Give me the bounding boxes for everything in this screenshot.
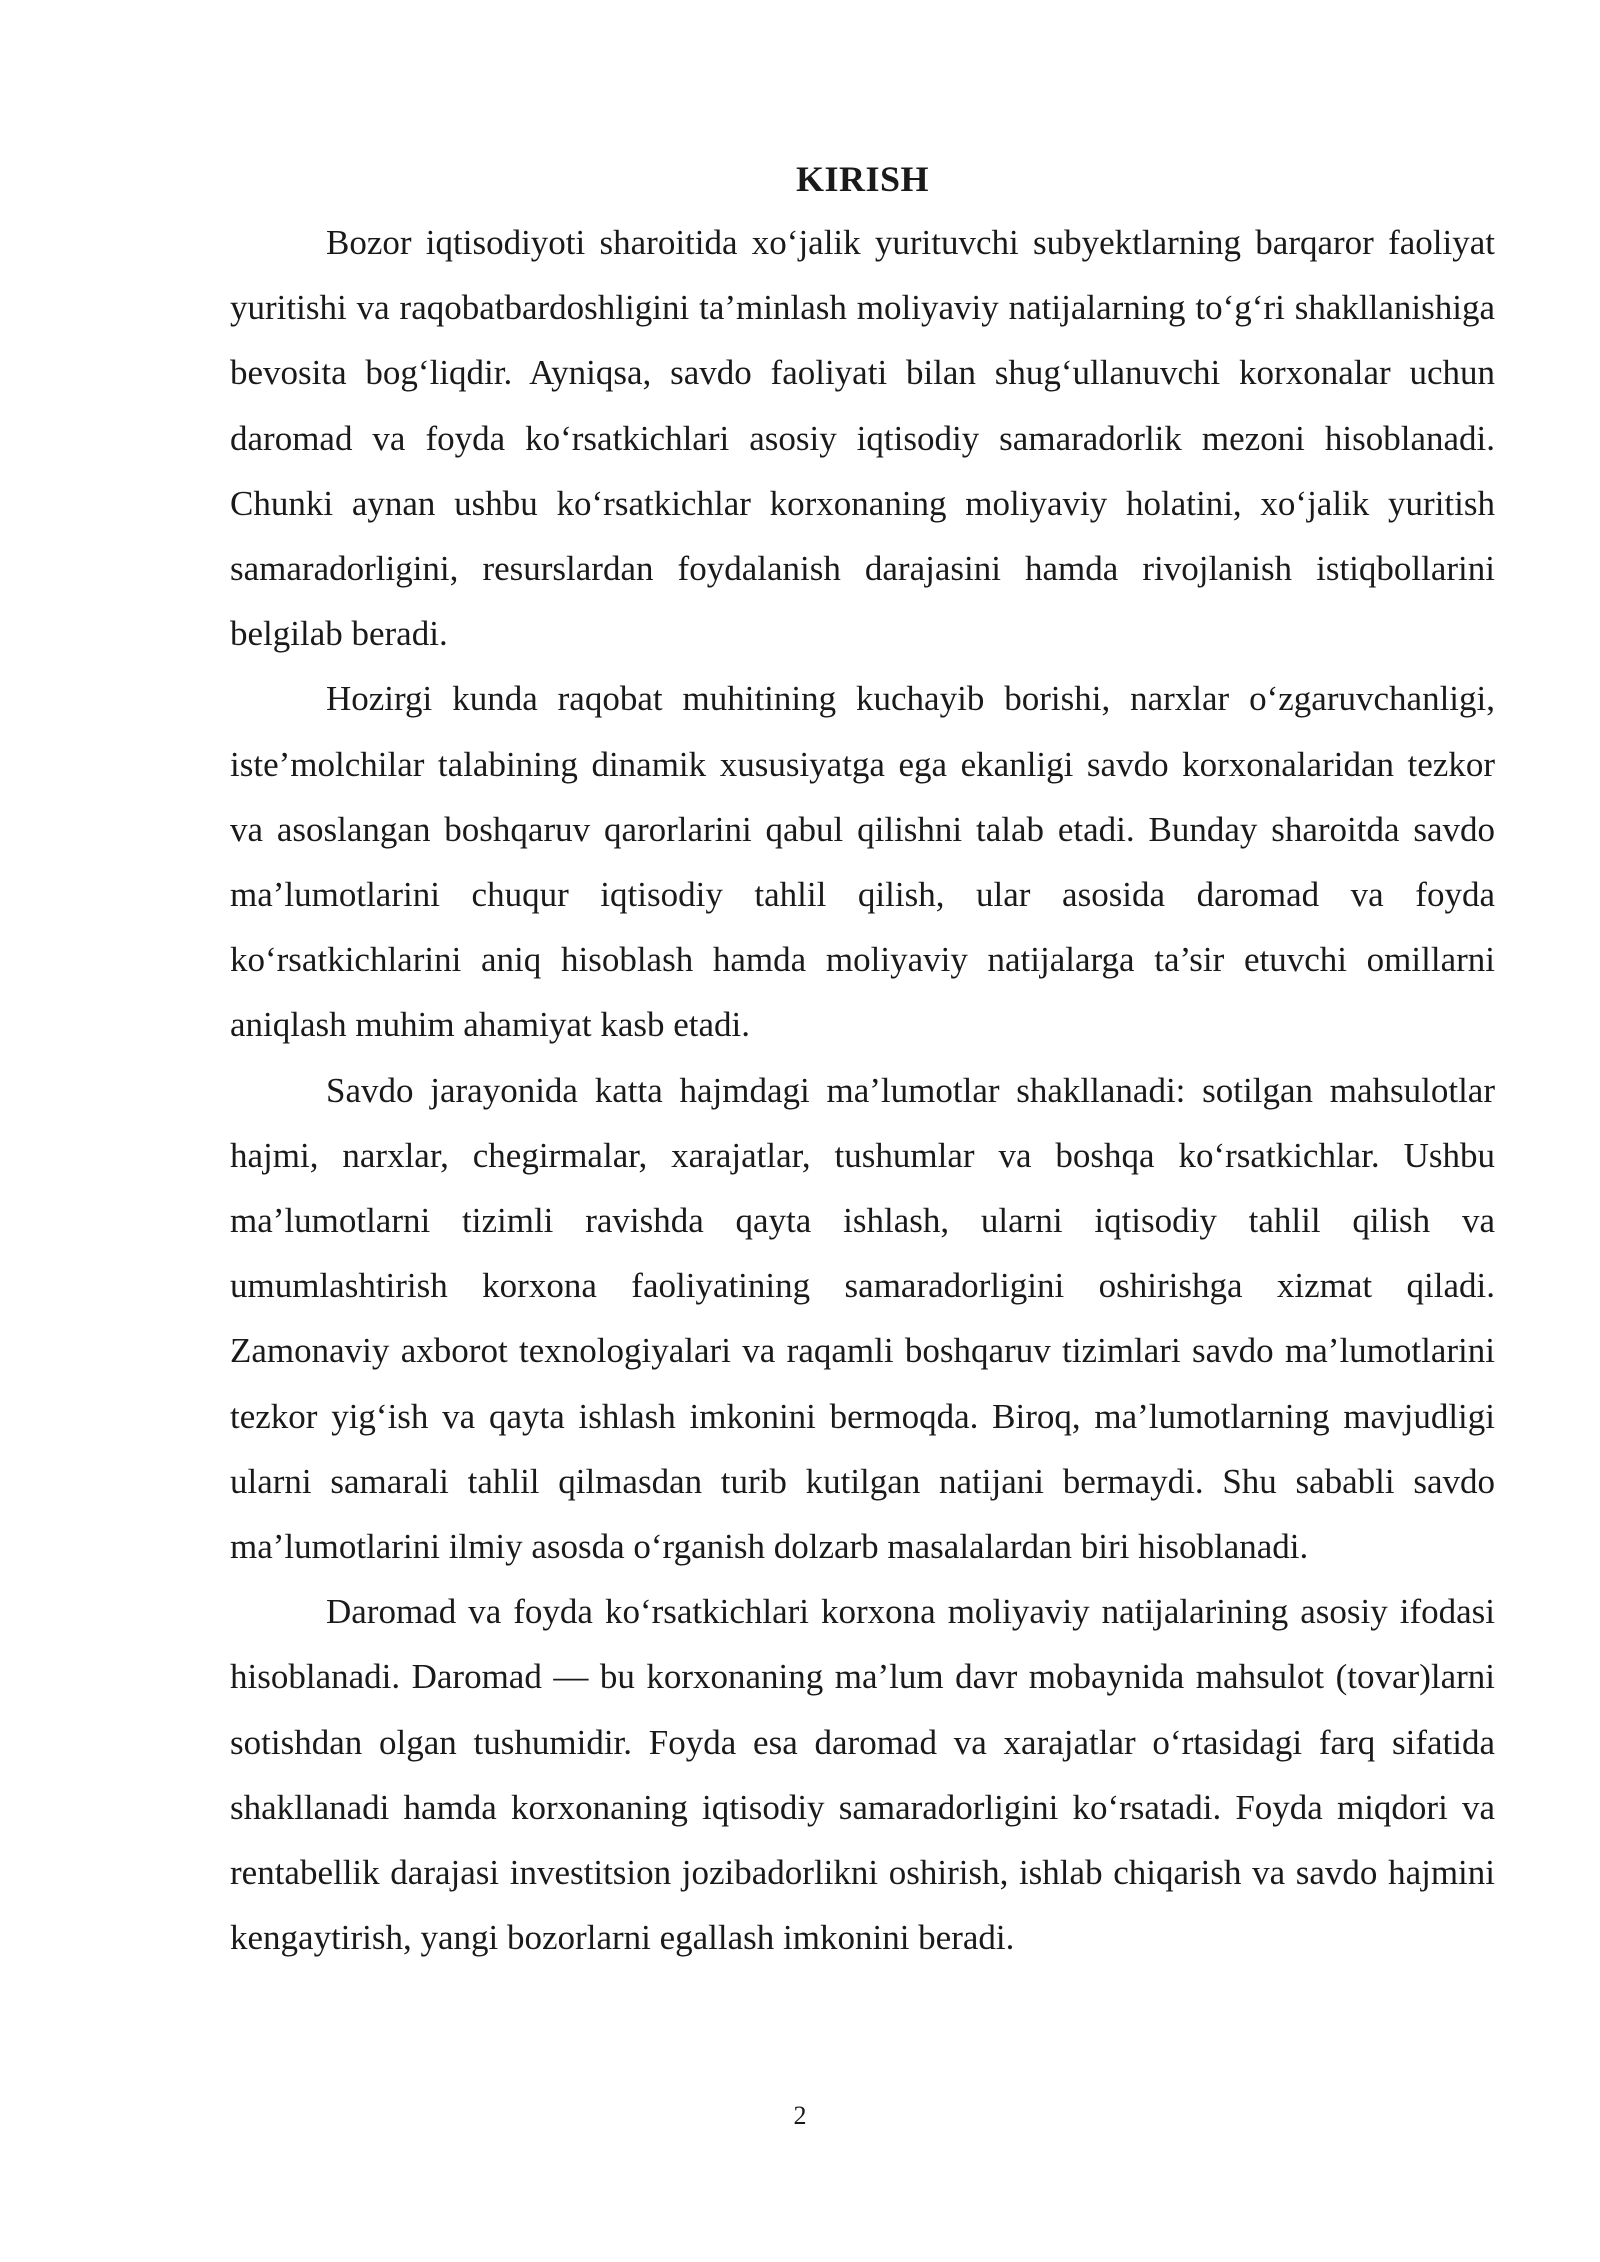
paragraph-2: Hozirgi kunda raqobat muhitining kuchayib borishi, narxlar o‘zgaruvchanligi, iste’molchilar talabining dinamik xususiyatga ega ekanligi savdo korxonalaridan tezkor va asoslangan boshqaruv qarorlarini qabul qilishni talab etadi. Bunday sharoitda savdo ma’lumotlarini chuqur iqtisodiy tahlil qilish, ular asosida daromad va foyda ko‘rsatkichlarini aniq hisoblash hamda moliyaviy natijalarga ta’sir etuvchi omillarni aniqlash muhim ahamiyat kasb etadi. xyxy=(230,679,1495,1045)
page-number: 2 xyxy=(793,2101,807,2130)
section-heading: KIRISH xyxy=(795,159,930,199)
page-content xyxy=(230,148,1495,1970)
paragraph-3: Savdo jarayonida katta hajmdagi ma’lumotlar shakllanadi: sotilgan mahsulotlar hajmi, narxlar, chegirmalar, xarajatlar, tushumlar va boshqa ko‘rsatkichlar. Ushbu ma’lumotlarni tizimli ravishda qayta ishlash, ularni iqtisodiy tahlil qilish va umumlashtirish korxona faoliyatining samaradorligini oshirishga xizmat qiladi. Zamonaviy axborot texnologiyalari va raqamli boshqaruv tizimlari savdo ma’lumotlarini tezkor yig‘ish va qayta ishlash imkonini bermoqda. Biroq, ma’lumotlarning mavjudligi ularni samarali tahlil qilmasdan turib kutilgan natijani bermaydi. Shu sababli savdo ma’lumotlarini ilmiy asosda o‘rganish dolzarb masalalardan biri hisoblanadi. xyxy=(230,1070,1495,1567)
paragraph-1: Bozor iqtisodiyoti sharoitida xo‘jalik yurituvchi subyektlarning barqaror faoliyat yuritishi va raqobatbardoshligini ta’minlash moliyaviy natijalarning to‘g‘ri shakllanishiga bevosita bog‘liqdir. Ayniqsa, savdo faoliyati bilan shug‘ullanuvchi korxonalar uchun daromad va foyda ko‘rsatkichlari asosiy iqtisodiy samaradorlik mezoni hisoblanadi. Chunki aynan ushbu ko‘rsatkichlar korxonaning moliyaviy holatini, xo‘jalik yuritish samaradorligini, resurslardan foydalanish darajasini hamda rivojlanish istiqbollarini belgilab beradi. xyxy=(230,223,1495,654)
paragraph-4: Daromad va foyda ko‘rsatkichlari korxona moliyaviy natijalarining asosiy ifodasi hisoblanadi. Daromad — bu korxonaning ma’lum davr mobaynida mahsulot (tovar)larni sotishdan olgan tushumidir. Foyda esa daromad va xarajatlar o‘rtasidagi farq sifatida shakllanadi hamda korxonaning iqtisodiy samaradorligini ko‘rsatadi. Foyda miqdori va rentabellik darajasi investitsion jozibadorlikni oshirish, ishlab chiqarish va savdo hajmini kengaytirish, yangi bozorlarni egallash imkonini beradi. xyxy=(230,1592,1495,1958)
